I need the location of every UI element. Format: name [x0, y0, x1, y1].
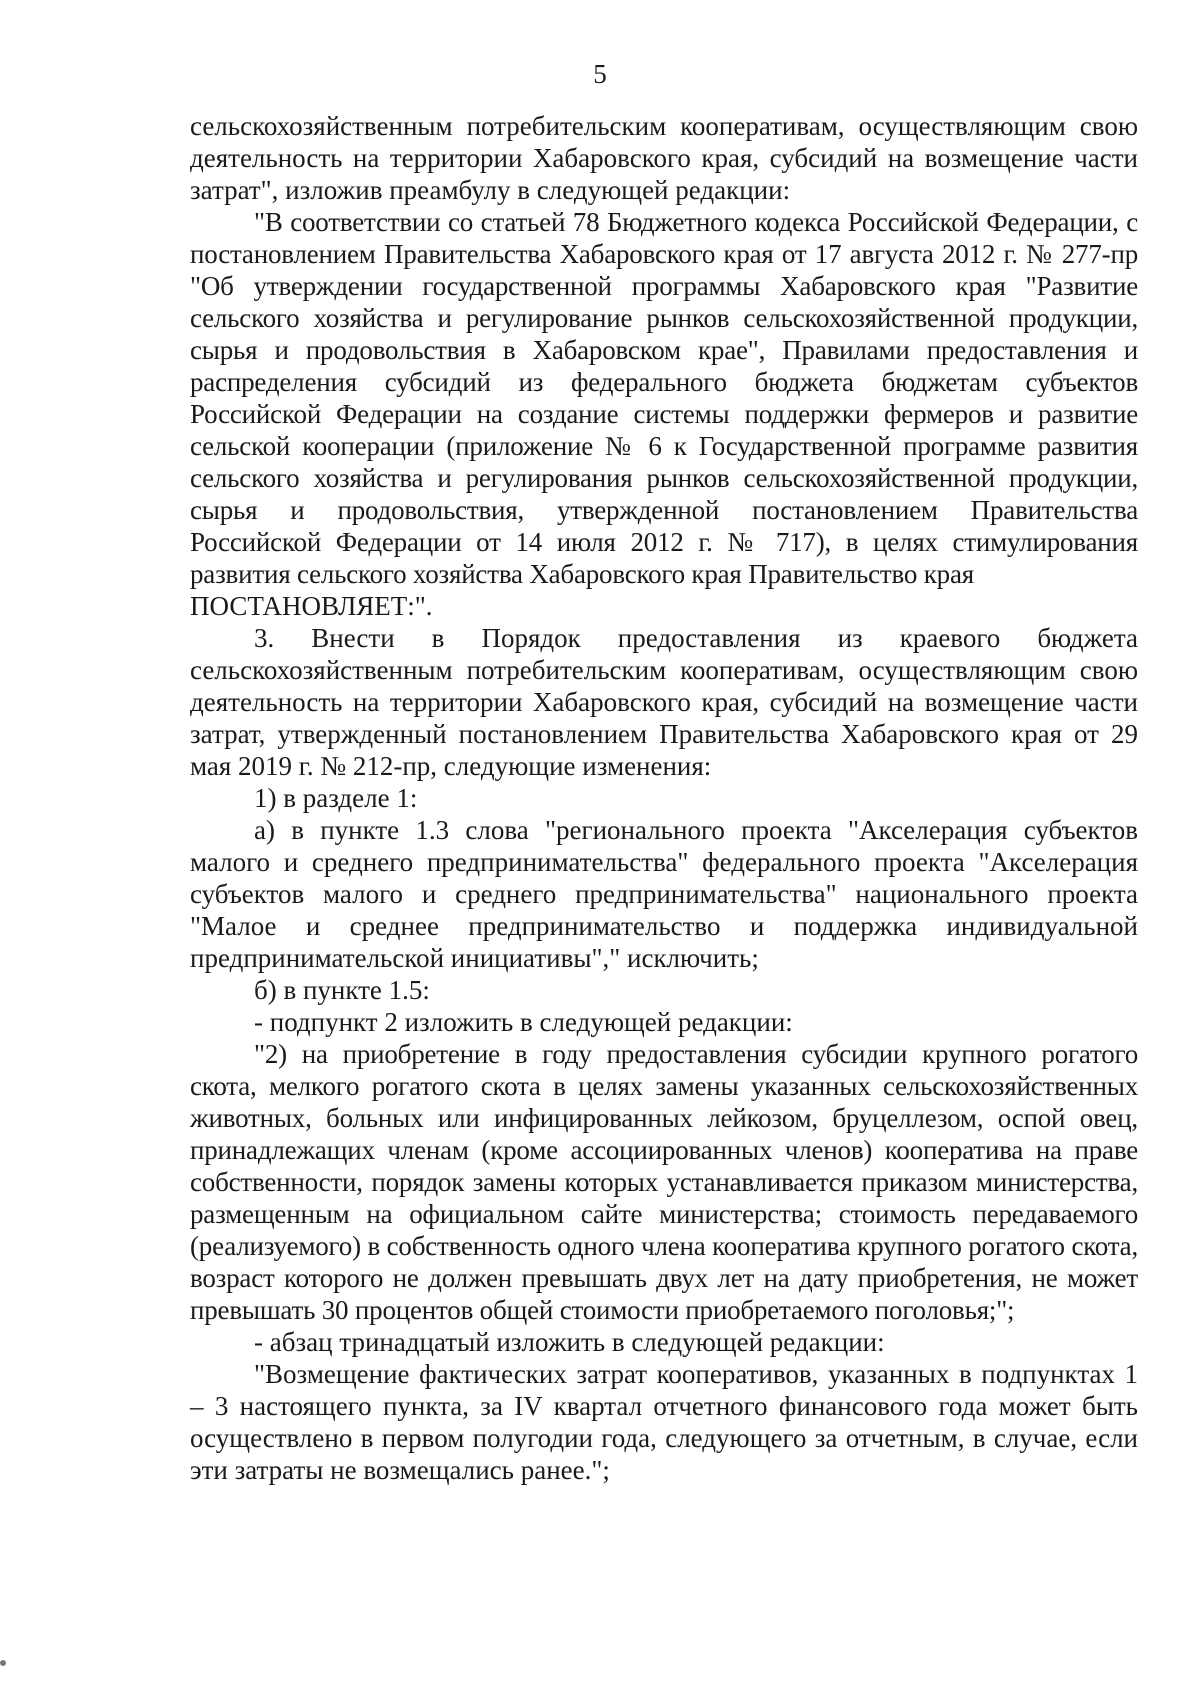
paragraph-thirteenth-text: "Возмещение фактических затрат кооперативов, указанных в подпунктах 1 – 3 настоящего пункта, за IV квартал отчетного финансового года может быть осуществлено в первом полугодии года, следующего за отчетным, в случае, если эти затраты не возмещались ранее."; [190, 1359, 1138, 1485]
paragraph-decree-word: ПОСТАНОВЛЯЕТ:". [190, 591, 433, 621]
paragraph-item-3: 3. Внести в Порядок предоставления из краевого бюджета сельскохозяйственным потребительским кооперативам, осуществляющим свою деятельность на территории Хабаровского края, субсидий на возмещение части затрат, утвержденный постановлением Правительства Хабаровского края от 29 мая 2019 г. № 212-пр, следующие изменения: [190, 623, 1138, 781]
document-body [190, 110, 1138, 1486]
paragraph-subpoint-2-text: "2) на приобретение в году предоставления субсидии крупного рогатого скота, мелкого рогатого скота в целях замены указанных сельскохозяйственных животных, больных или инфицированных лейкозом, бруцеллезом, оспой овец, принадлежащих членам (кроме ассоциированных членов) кооператива на праве собственности, порядок замены которых устанавливается приказом министерства, размещенным на официальном сайте министерства; стоимость передаваемого (реализуемого) в собственность одного члена кооператива крупного рогатого скота, возраст которого не должен превышать двух лет на дату приобретения, не может превышать 30 процентов общей стоимости приобретаемого поголовья;"; [190, 1039, 1138, 1325]
paragraph-point-1-3: а) в пункте 1.3 слова "регионального проекта "Акселерация субъектов малого и среднего предпринимательства" федерального проекта "Акселерация субъектов малого и среднего предпринимательства" национального проекта "Малое и среднее предпринимательство и поддержка индивидуальной предпринимательской инициативы"," исключить; [190, 815, 1138, 973]
scan-margin-mark [0, 1660, 6, 1666]
paragraph-preamble-quote: "В соответствии со статьей 78 Бюджетного кодекса Российской Федерации, с постановлением Правительства Хабаровского края от 17 августа 2012 г. № 277-пр "Об утверждении государственной программы Хабаровского края "Развитие сельского хозяйства и регулирование рынков сельскохозяйственной продукции, сырья и продовольствия в Хабаровском крае", Правилами предоставления и распределения субсидий из федерального бюджета бюджетам субъектов Российской Федерации на создание системы поддержки фермеров и развитие сельской кооперации (приложение № 6 к Государственной программе развития сельского хозяйства и регулирования рынков сельскохозяйственной продукции, сырья и продовольствия, утвержденной постановлением Правительства Российской Федерации от 14 июля 2012 г. № 717), в целях стимулирования развития сельского хозяйства Хабаровского края Правительство края [190, 207, 1138, 589]
paragraph-thirteenth-instruction: - абзац тринадцатый изложить в следующей редакции: [254, 1327, 885, 1357]
paragraph-subpoint-2-instruction: - подпункт 2 изложить в следующей редакции: [254, 1007, 793, 1037]
paragraph-point-1-5: б) в пункте 1.5: [254, 975, 430, 1005]
paragraph-section-1: 1) в разделе 1: [254, 783, 418, 813]
paragraph-preamble-intro: сельскохозяйственным потребительским кооперативам, осуществляющим свою деятельность на территории Хабаровского края, субсидий на возмещение части затрат", изложив преамбулу в следующей редакции: [190, 111, 1138, 205]
page-number: 5 [593, 59, 607, 89]
